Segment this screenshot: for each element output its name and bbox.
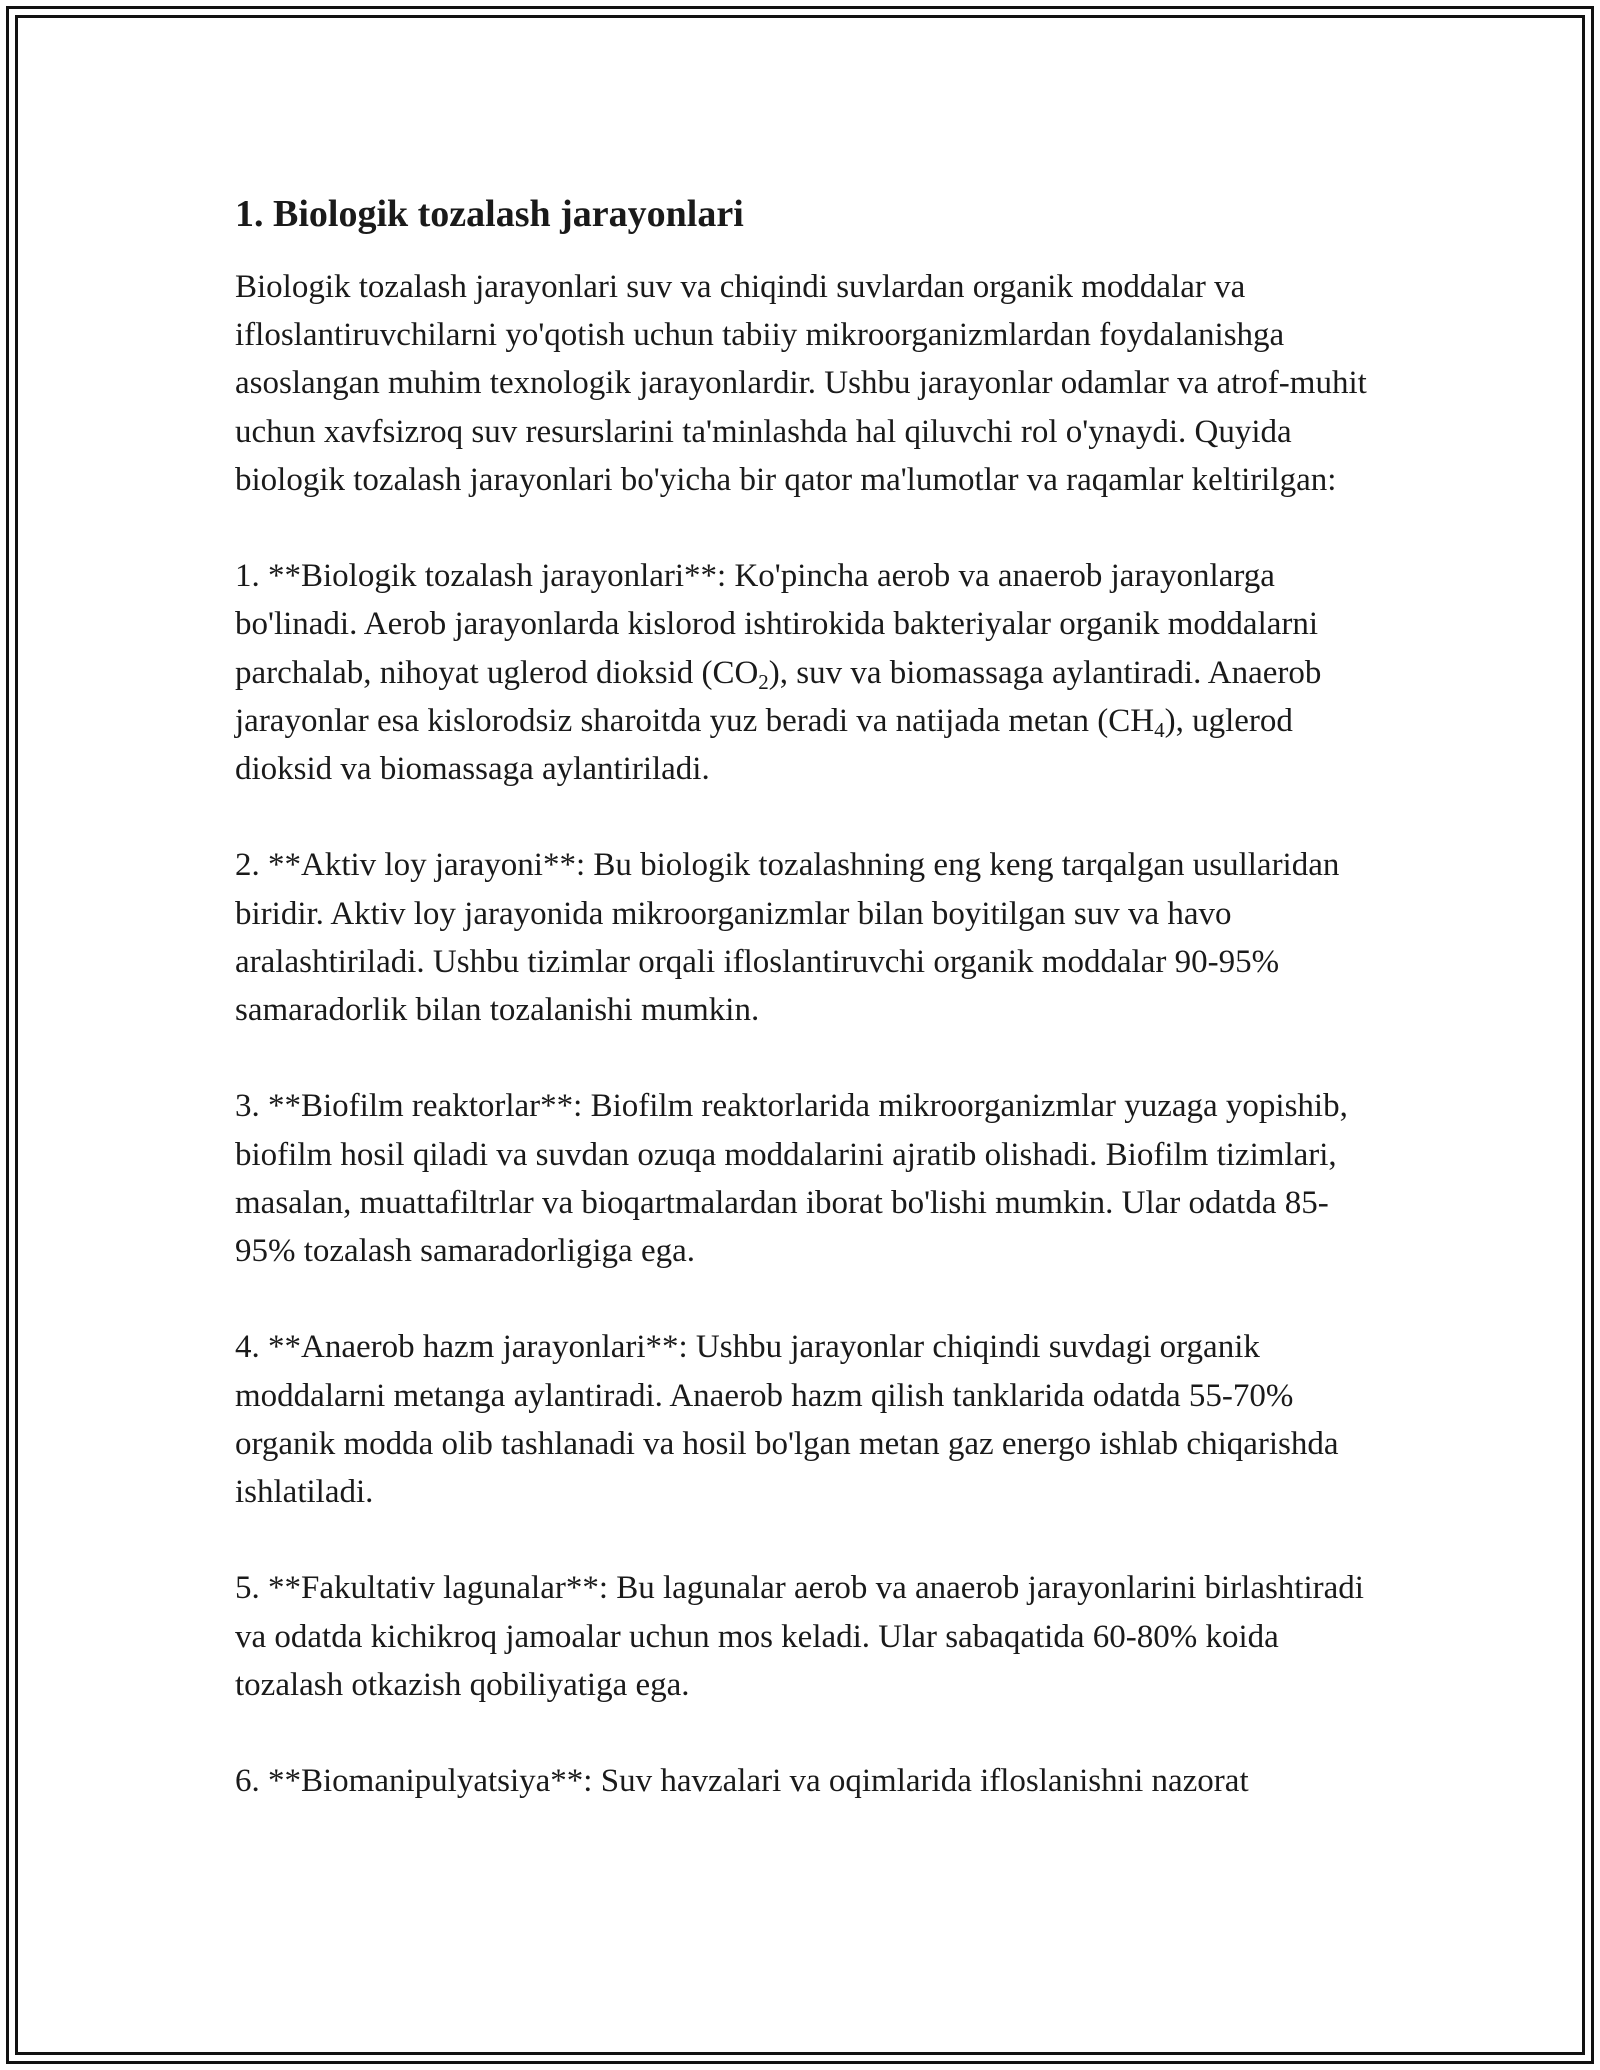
list-item-1-text-a: 1. **Biologik tozalash jarayonlari**: Ko'pincha aerob va anaerob jarayonlarga bo'linadi. Aerob jarayonlarda kislorod ishtirokida bakteriyalar organik moddalarni parchalab, nihoyat uglerod dioksid (CO — [235, 558, 1319, 691]
list-item-2: 2. **Aktiv loy jarayoni**: Bu biologik tozalashning eng keng tarqalgan usullaridan biridir. Aktiv loy jarayonida mikroorganizmlar bilan boyitilgan suv va havo aralashtiriladi. Ushbu tizimlar orqali ifloslantiruvchi organik moddalar 90-95% samaradorlik bilan tozalanishi mumkin. — [235, 847, 1340, 1029]
list-item-4: 4. **Anaerob hazm jarayonlari**: Ushbu jarayonlar chiqindi suvdagi organik moddalarni metanga aylantiradi. Anaerob hazm qilish tanklarida odatda 55-70% organik modda olib tashlanadi va hosil bo'lgan metan gaz energo ishlab chiqarishda ishlatiladi. — [235, 1329, 1339, 1511]
list-item-1 — [235, 552, 1375, 793]
intro-paragraph: Biologik tozalash jarayonlari suv va chiqindi suvlardan organik moddalar va ifloslantiruvchilarni yo'qotish uchun tabiiy mikroorganizmlardan foydalanishga asoslangan muhim texnologik jarayonlardir. Ushbu jarayonlar odamlar va atrof-muhit uchun xavfsizroq suv resurslarini ta'minlashda hal qiluvchi rol o'ynaydi. Quyida biologik tozalash jarayonlari bo'yicha bir qator ma'lumotlar va raqamlar keltirilgan: — [235, 269, 1367, 498]
list-item-6: 6. **Biomanipulyatsiya**: Suv havzalari va oqimlarida ifloslanishni nazorat — [235, 1763, 1249, 1800]
document-body — [235, 183, 1375, 1854]
list-item-1-text-b: ), suv va biomassaga aylantiradi. Anaerob jarayonlar esa kislorodsiz sharoitda yuz beradi va natijada metan (CH — [235, 654, 1322, 739]
page-title: 1. Biologik tozalash jarayonlari — [235, 193, 744, 235]
ch4-subscript: 4 — [1154, 717, 1165, 742]
list-item-1-text-c: ), uglerod dioksid va biomassaga aylantiriladi. — [235, 702, 1293, 788]
list-item-5: 5. **Fakultativ lagunalar**: Bu lagunalar aerob va anaerob jarayonlarini birlashtiradi va odatda kichikroq jamoalar uchun mos keladi. Ular sabaqatida 60-80% koida tozalash otkazish qobiliyatiga ega. — [235, 1570, 1364, 1703]
list-item-3: 3. **Biofilm reaktorlar**: Biofilm reaktorlarida mikroorganizmlar yuzaga yopishib, biofilm hosil qiladi va suvdan ozuqa moddalarini ajratib olishadi. Biofilm tizimlari, masalan, muattafiltrlar va bioqartmalardan iborat bo'lishi mumkin. Ular odatda 85-95% tozalash samaradorligiga ega. — [235, 1088, 1348, 1270]
co2-subscript: 2 — [758, 669, 769, 694]
